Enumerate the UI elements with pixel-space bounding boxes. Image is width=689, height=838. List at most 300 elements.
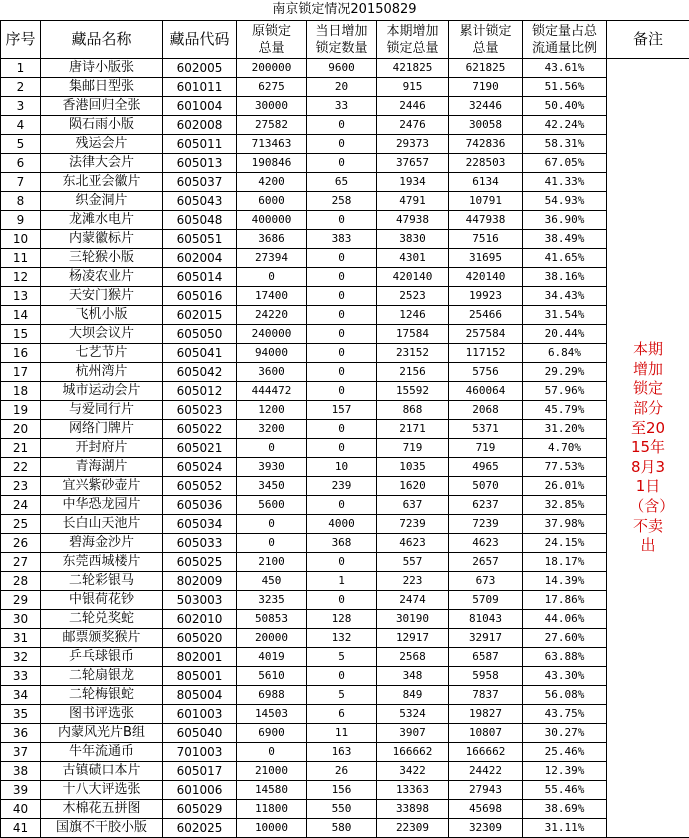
cell-cumulative: 32309 [449,819,523,838]
cell-cumulative: 5371 [449,420,523,439]
cell-period: 2476 [377,116,449,135]
cell-name: 二轮兑奖蛇 [41,610,163,629]
cell-ratio: 24.15% [523,534,607,553]
cell-ratio: 17.86% [523,591,607,610]
cell-code: 605021 [163,439,237,458]
cell-ratio: 29.29% [523,363,607,382]
cell-name: 天安门猴片 [41,287,163,306]
cell-cumulative: 742836 [449,135,523,154]
cell-name: 杨凌农业片 [41,268,163,287]
cell-original: 94000 [237,344,307,363]
cell-index: 9 [1,211,41,230]
cell-ratio: 41.65% [523,249,607,268]
cell-index: 34 [1,686,41,705]
cell-daily: 580 [307,819,377,838]
table-row [1,724,689,743]
cell-daily: 6 [307,705,377,724]
cell-index: 17 [1,363,41,382]
header-line: 锁定量占总 [532,24,597,39]
cell-index: 35 [1,705,41,724]
cell-period: 2523 [377,287,449,306]
cell-ratio: 31.54% [523,306,607,325]
cell-cumulative: 447938 [449,211,523,230]
cell-cumulative: 81043 [449,610,523,629]
cell-period: 4791 [377,192,449,211]
table-row [1,781,689,800]
header-original-locked [237,21,307,59]
header-remark: 备注 [607,21,689,59]
cell-daily: 156 [307,781,377,800]
table-row [1,268,689,287]
cell-original: 14503 [237,705,307,724]
table-row [1,154,689,173]
cell-code: 602005 [163,59,237,78]
cell-period: 2446 [377,97,449,116]
cell-code: 605036 [163,496,237,515]
table-row [1,173,689,192]
cell-code: 605040 [163,724,237,743]
cell-ratio: 51.56% [523,78,607,97]
cell-ratio: 41.33% [523,173,607,192]
cell-cumulative: 7239 [449,515,523,534]
header-name: 藏品名称 [41,21,163,59]
cell-period: 637 [377,496,449,515]
cell-name: 国旗不干胶小版 [41,819,163,838]
cell-ratio: 34.43% [523,287,607,306]
cell-daily: 128 [307,610,377,629]
table-row [1,667,689,686]
cell-daily: 65 [307,173,377,192]
cell-cumulative: 45698 [449,800,523,819]
header-line: 累计锁定 [459,24,511,39]
cell-index: 37 [1,743,41,762]
cell-cumulative: 5709 [449,591,523,610]
cell-original: 6000 [237,192,307,211]
cell-index: 14 [1,306,41,325]
cell-index: 24 [1,496,41,515]
cell-index: 7 [1,173,41,192]
table-row [1,230,689,249]
cell-period: 3907 [377,724,449,743]
header-code: 藏品代码 [163,21,237,59]
cell-cumulative: 2657 [449,553,523,572]
cell-code: 602008 [163,116,237,135]
table-row [1,648,689,667]
cell-period: 12917 [377,629,449,648]
table-row [1,59,689,78]
cell-name: 中华恐龙园片 [41,496,163,515]
cell-original: 2100 [237,553,307,572]
cell-original: 6275 [237,78,307,97]
table-row [1,553,689,572]
cell-code: 805004 [163,686,237,705]
cell-name: 碧海金沙片 [41,534,163,553]
cell-name: 木棉花五拼图 [41,800,163,819]
cell-name: 飞机小版 [41,306,163,325]
cell-ratio: 63.88% [523,648,607,667]
cell-index: 2 [1,78,41,97]
cell-name: 宜兴紫砂壶片 [41,477,163,496]
cell-code: 602010 [163,610,237,629]
cell-cumulative: 19923 [449,287,523,306]
cell-original: 3930 [237,458,307,477]
cell-original: 24220 [237,306,307,325]
cell-code: 605024 [163,458,237,477]
cell-daily: 0 [307,667,377,686]
cell-ratio: 43.75% [523,705,607,724]
cell-ratio: 38.16% [523,268,607,287]
cell-cumulative: 19827 [449,705,523,724]
table-row [1,344,689,363]
cell-index: 19 [1,401,41,420]
table-row [1,363,689,382]
cell-index: 3 [1,97,41,116]
cell-daily: 0 [307,249,377,268]
cell-daily: 5 [307,686,377,705]
cell-cumulative: 27943 [449,781,523,800]
cell-daily: 0 [307,363,377,382]
cell-original: 4200 [237,173,307,192]
cell-index: 30 [1,610,41,629]
cell-ratio: 38.69% [523,800,607,819]
cell-daily: 33 [307,97,377,116]
cell-name: 青海湖片 [41,458,163,477]
cell-daily: 0 [307,211,377,230]
cell-code: 602004 [163,249,237,268]
table-row [1,439,689,458]
table-row [1,287,689,306]
cell-index: 10 [1,230,41,249]
cell-period: 17584 [377,325,449,344]
table-row [1,800,689,819]
cell-ratio: 45.79% [523,401,607,420]
cell-original: 50853 [237,610,307,629]
cell-index: 16 [1,344,41,363]
cell-daily: 26 [307,762,377,781]
cell-period: 47938 [377,211,449,230]
cell-index: 12 [1,268,41,287]
header-line: 当日增加 [315,24,367,39]
header-line: 锁定总量 [386,41,438,56]
cell-name: 唐诗小版张 [41,59,163,78]
cell-ratio: 36.90% [523,211,607,230]
cell-code: 605022 [163,420,237,439]
cell-ratio: 31.11% [523,819,607,838]
cell-name: 二轮扇银龙 [41,667,163,686]
cell-period: 2568 [377,648,449,667]
cell-name: 内蒙徽标片 [41,230,163,249]
cell-original: 11800 [237,800,307,819]
cell-index: 5 [1,135,41,154]
table-row [1,306,689,325]
cell-period: 3830 [377,230,449,249]
cell-cumulative: 166662 [449,743,523,762]
cell-index: 31 [1,629,41,648]
sheet-title: 南京锁定情况20150829 [0,0,689,20]
cell-original: 400000 [237,211,307,230]
cell-original: 3450 [237,477,307,496]
cell-cumulative: 257584 [449,325,523,344]
header-line: 锁定数量 [315,41,367,56]
cell-original: 1200 [237,401,307,420]
cell-cumulative: 673 [449,572,523,591]
table-row [1,515,689,534]
cell-period: 420140 [377,268,449,287]
cell-period: 2156 [377,363,449,382]
cell-cumulative: 7837 [449,686,523,705]
cell-cumulative: 25466 [449,306,523,325]
cell-daily: 10 [307,458,377,477]
table-row [1,135,689,154]
cell-period: 13363 [377,781,449,800]
cell-code: 701003 [163,743,237,762]
cell-name: 图书评选张 [41,705,163,724]
header-period-added [377,21,449,59]
cell-daily: 0 [307,553,377,572]
cell-original: 0 [237,534,307,553]
cell-code: 602015 [163,306,237,325]
cell-ratio: 55.46% [523,781,607,800]
header-line: 总量 [472,41,498,56]
cell-daily: 0 [307,420,377,439]
header-line: 原锁定 [252,24,291,39]
cell-code: 601004 [163,97,237,116]
cell-ratio: 57.96% [523,382,607,401]
table-row [1,211,689,230]
lock-table [0,20,689,838]
table-row [1,572,689,591]
cell-cumulative: 10807 [449,724,523,743]
cell-daily: 383 [307,230,377,249]
cell-ratio: 12.39% [523,762,607,781]
cell-name: 古镇碛口本片 [41,762,163,781]
cell-ratio: 77.53% [523,458,607,477]
header-cumulative [449,21,523,59]
cell-index: 11 [1,249,41,268]
cell-code: 503003 [163,591,237,610]
cell-daily: 258 [307,192,377,211]
cell-cumulative: 4965 [449,458,523,477]
cell-code: 802009 [163,572,237,591]
cell-index: 8 [1,192,41,211]
cell-period: 868 [377,401,449,420]
table-row [1,78,689,97]
table-row [1,686,689,705]
cell-original: 14580 [237,781,307,800]
cell-code: 605037 [163,173,237,192]
cell-original: 190846 [237,154,307,173]
table-row [1,192,689,211]
cell-original: 3686 [237,230,307,249]
cell-original: 444472 [237,382,307,401]
cell-original: 21000 [237,762,307,781]
cell-cumulative: 6134 [449,173,523,192]
cell-index: 38 [1,762,41,781]
table-row [1,743,689,762]
cell-daily: 0 [307,325,377,344]
header-index: 序号 [1,21,41,59]
cell-name: 与爱同行片 [41,401,163,420]
cell-period: 1035 [377,458,449,477]
header-line: 本期增加 [386,24,438,39]
cell-code: 605029 [163,800,237,819]
cell-name: 东北亚会徽片 [41,173,163,192]
cell-ratio: 26.01% [523,477,607,496]
cell-cumulative: 6587 [449,648,523,667]
cell-index: 40 [1,800,41,819]
cell-code: 605043 [163,192,237,211]
cell-name: 集邮日型张 [41,78,163,97]
cell-name: 十八大评选张 [41,781,163,800]
cell-code: 605016 [163,287,237,306]
cell-index: 23 [1,477,41,496]
cell-original: 27582 [237,116,307,135]
cell-daily: 0 [307,306,377,325]
cell-ratio: 32.85% [523,496,607,515]
cell-daily: 550 [307,800,377,819]
cell-ratio: 44.06% [523,610,607,629]
header-line: 流通量比例 [532,41,597,56]
cell-ratio: 20.44% [523,325,607,344]
cell-name: 东莞西城楼片 [41,553,163,572]
cell-cumulative: 719 [449,439,523,458]
cell-ratio: 25.46% [523,743,607,762]
cell-period: 223 [377,572,449,591]
header-ratio [523,21,607,59]
table-row [1,401,689,420]
cell-name: 杭州湾片 [41,363,163,382]
cell-index: 33 [1,667,41,686]
cell-index: 22 [1,458,41,477]
cell-original: 0 [237,515,307,534]
cell-cumulative: 24422 [449,762,523,781]
cell-cumulative: 32917 [449,629,523,648]
cell-name: 乒乓球银币 [41,648,163,667]
cell-period: 421825 [377,59,449,78]
cell-period: 915 [377,78,449,97]
cell-name: 香港回归全张 [41,97,163,116]
cell-cumulative: 5070 [449,477,523,496]
cell-period: 4623 [377,534,449,553]
cell-daily: 1 [307,572,377,591]
cell-original: 4019 [237,648,307,667]
cell-code: 605042 [163,363,237,382]
cell-period: 849 [377,686,449,705]
cell-period: 23152 [377,344,449,363]
cell-code: 605017 [163,762,237,781]
cell-index: 21 [1,439,41,458]
cell-period: 30190 [377,610,449,629]
cell-index: 1 [1,59,41,78]
cell-name: 七艺节片 [41,344,163,363]
table-row [1,591,689,610]
cell-original: 30000 [237,97,307,116]
cell-original: 5610 [237,667,307,686]
cell-original: 10000 [237,819,307,838]
cell-cumulative: 117152 [449,344,523,363]
table-row [1,762,689,781]
cell-ratio: 43.30% [523,667,607,686]
cell-original: 5600 [237,496,307,515]
cell-daily: 11 [307,724,377,743]
cell-original: 27394 [237,249,307,268]
cell-index: 18 [1,382,41,401]
cell-ratio: 4.70% [523,439,607,458]
cell-period: 15592 [377,382,449,401]
cell-name: 邮票颁奖猴片 [41,629,163,648]
header-daily-added [307,21,377,59]
cell-daily: 0 [307,135,377,154]
cell-code: 601006 [163,781,237,800]
cell-period: 2171 [377,420,449,439]
cell-original: 20000 [237,629,307,648]
cell-daily: 0 [307,439,377,458]
cell-code: 605052 [163,477,237,496]
cell-original: 200000 [237,59,307,78]
cell-ratio: 58.31% [523,135,607,154]
cell-original: 17400 [237,287,307,306]
cell-cumulative: 460064 [449,382,523,401]
cell-code: 605023 [163,401,237,420]
cell-daily: 4000 [307,515,377,534]
table-row [1,534,689,553]
cell-period: 37657 [377,154,449,173]
cell-ratio: 31.20% [523,420,607,439]
cell-code: 605050 [163,325,237,344]
cell-name: 龙滩水电片 [41,211,163,230]
cell-original: 0 [237,268,307,287]
cell-period: 557 [377,553,449,572]
cell-period: 5324 [377,705,449,724]
cell-ratio: 42.24% [523,116,607,135]
cell-original: 713463 [237,135,307,154]
cell-index: 13 [1,287,41,306]
cell-code: 605013 [163,154,237,173]
cell-period: 1934 [377,173,449,192]
cell-index: 20 [1,420,41,439]
cell-code: 605041 [163,344,237,363]
cell-cumulative: 621825 [449,59,523,78]
cell-name: 牛年流通币 [41,743,163,762]
cell-ratio: 27.60% [523,629,607,648]
cell-code: 605011 [163,135,237,154]
cell-daily: 0 [307,344,377,363]
cell-period: 29373 [377,135,449,154]
cell-name: 网络门牌片 [41,420,163,439]
cell-daily: 20 [307,78,377,97]
cell-daily: 0 [307,591,377,610]
cell-code: 605020 [163,629,237,648]
cell-name: 法律大会片 [41,154,163,173]
cell-code: 605025 [163,553,237,572]
cell-index: 26 [1,534,41,553]
cell-code: 802001 [163,648,237,667]
cell-original: 6900 [237,724,307,743]
cell-ratio: 18.17% [523,553,607,572]
cell-period: 2474 [377,591,449,610]
cell-name: 陨石雨小版 [41,116,163,135]
cell-daily: 157 [307,401,377,420]
table-row [1,477,689,496]
table-row [1,325,689,344]
cell-cumulative: 2068 [449,401,523,420]
cell-cumulative: 5958 [449,667,523,686]
cell-index: 41 [1,819,41,838]
cell-original: 240000 [237,325,307,344]
cell-original: 6988 [237,686,307,705]
table-row [1,382,689,401]
cell-index: 27 [1,553,41,572]
